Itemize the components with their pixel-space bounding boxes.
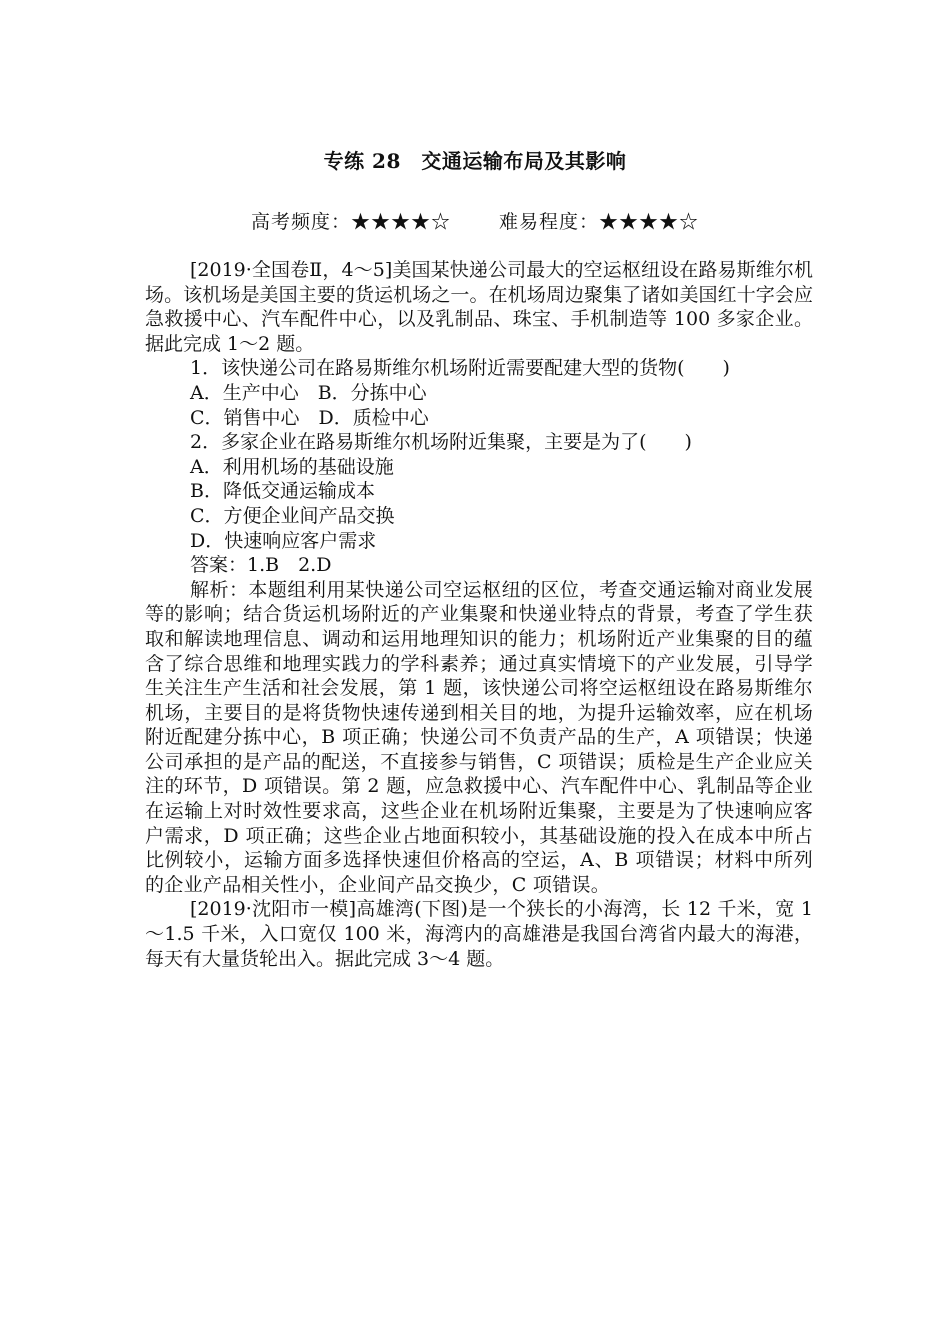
question-1-stem: 1．该快递公司在路易斯维尔机场附近需要配建大型的货物( ) xyxy=(190,357,730,380)
material-paragraph-2: [2019·沈阳市一模]高雄湾(下图)是一个狭长的小海湾，长 12 千米，宽 1～1.5 千米，入口宽仅 100 米，海湾内的高雄港是我国台湾省内最大的海港，每天有大量货轮出入。据此完成 3～4 题。 xyxy=(145,898,813,970)
question-2-option-b: B．降低交通运输成本 xyxy=(190,480,375,503)
document-body xyxy=(145,258,813,971)
difficulty-rating: 难易程度：★★★★☆ xyxy=(499,211,700,233)
question-2-option-c: C．方便企业间产品交换 xyxy=(190,504,395,527)
page-title: 专练 28 交通运输布局及其影响 xyxy=(323,149,627,173)
rating-line xyxy=(0,207,950,234)
answer-line: 答案：1.B 2.D xyxy=(190,554,332,577)
question-2-stem: 2．多家企业在路易斯维尔机场附近集聚，主要是为了( ) xyxy=(190,431,692,454)
question-1-options-row-2: C．销售中心 D．质检中心 xyxy=(190,406,429,429)
analysis-paragraph xyxy=(145,578,813,898)
material-paragraph-1: [2019·全国卷Ⅱ，4～5]美国某快递公司最大的空运枢纽设在路易斯维尔机场。该机场是美国主要的货运机场之一。在机场周边聚集了诸如美国红十字会应急救援中心、汽车配件中心，以及乳制品、珠宝、手机制造等 100 多家企业。据此完成 1～2 题。 xyxy=(145,259,813,355)
frequency-rating: 高考频度：★★★★☆ xyxy=(250,211,451,233)
question-2-option-a: A．利用机场的基础设施 xyxy=(190,455,394,478)
analysis-label: 解析： xyxy=(190,578,249,601)
question-1-options-row-1: A．生产中心 B．分拣中心 xyxy=(190,381,427,404)
analysis-text: 本题组利用某快递公司空运枢纽的区位，考查交通运输对商业发展等的影响；结合货运机场附近的产业集聚和快递业特点的背景，考查了学生获取和解读地理信息、调动和运用地理知识的能力；机场附近产业集聚的目的蕴含了综合思维和地理实践力的学科素养；通过真实情境下的产业发展，引导学生关注生产生活和社会发展，第 1 题，该快递公司将空运枢纽设在路易斯维尔机场，主要目的是将货物快速传递到相关目的地，为提升运输效率，应在机场附近配建分拣中心，B 项正确；快递公司不负责产品的生产，A 项错误；快递公司承担的是产品的配送，不直接参与销售，C 项错误；质检是生产企业应关注的环节，D 项错误。第 2 题，应急救援中心、汽车配件中心、乳制品等企业在运输上对时效性要求高，这些企业在机场附近集聚，主要是为了快速响应客户需求，D 项正确；这些企业占地面积较小，其基础设施的投入在成本中所占比例较小，运输方面多选择快速但价格高的空运，A、B 项错误；材料中所列的企业产品相关性小，企业间产品交换少，C 项错误。 xyxy=(145,578,813,896)
question-2-option-d: D．快速响应客户需求 xyxy=(190,529,377,552)
